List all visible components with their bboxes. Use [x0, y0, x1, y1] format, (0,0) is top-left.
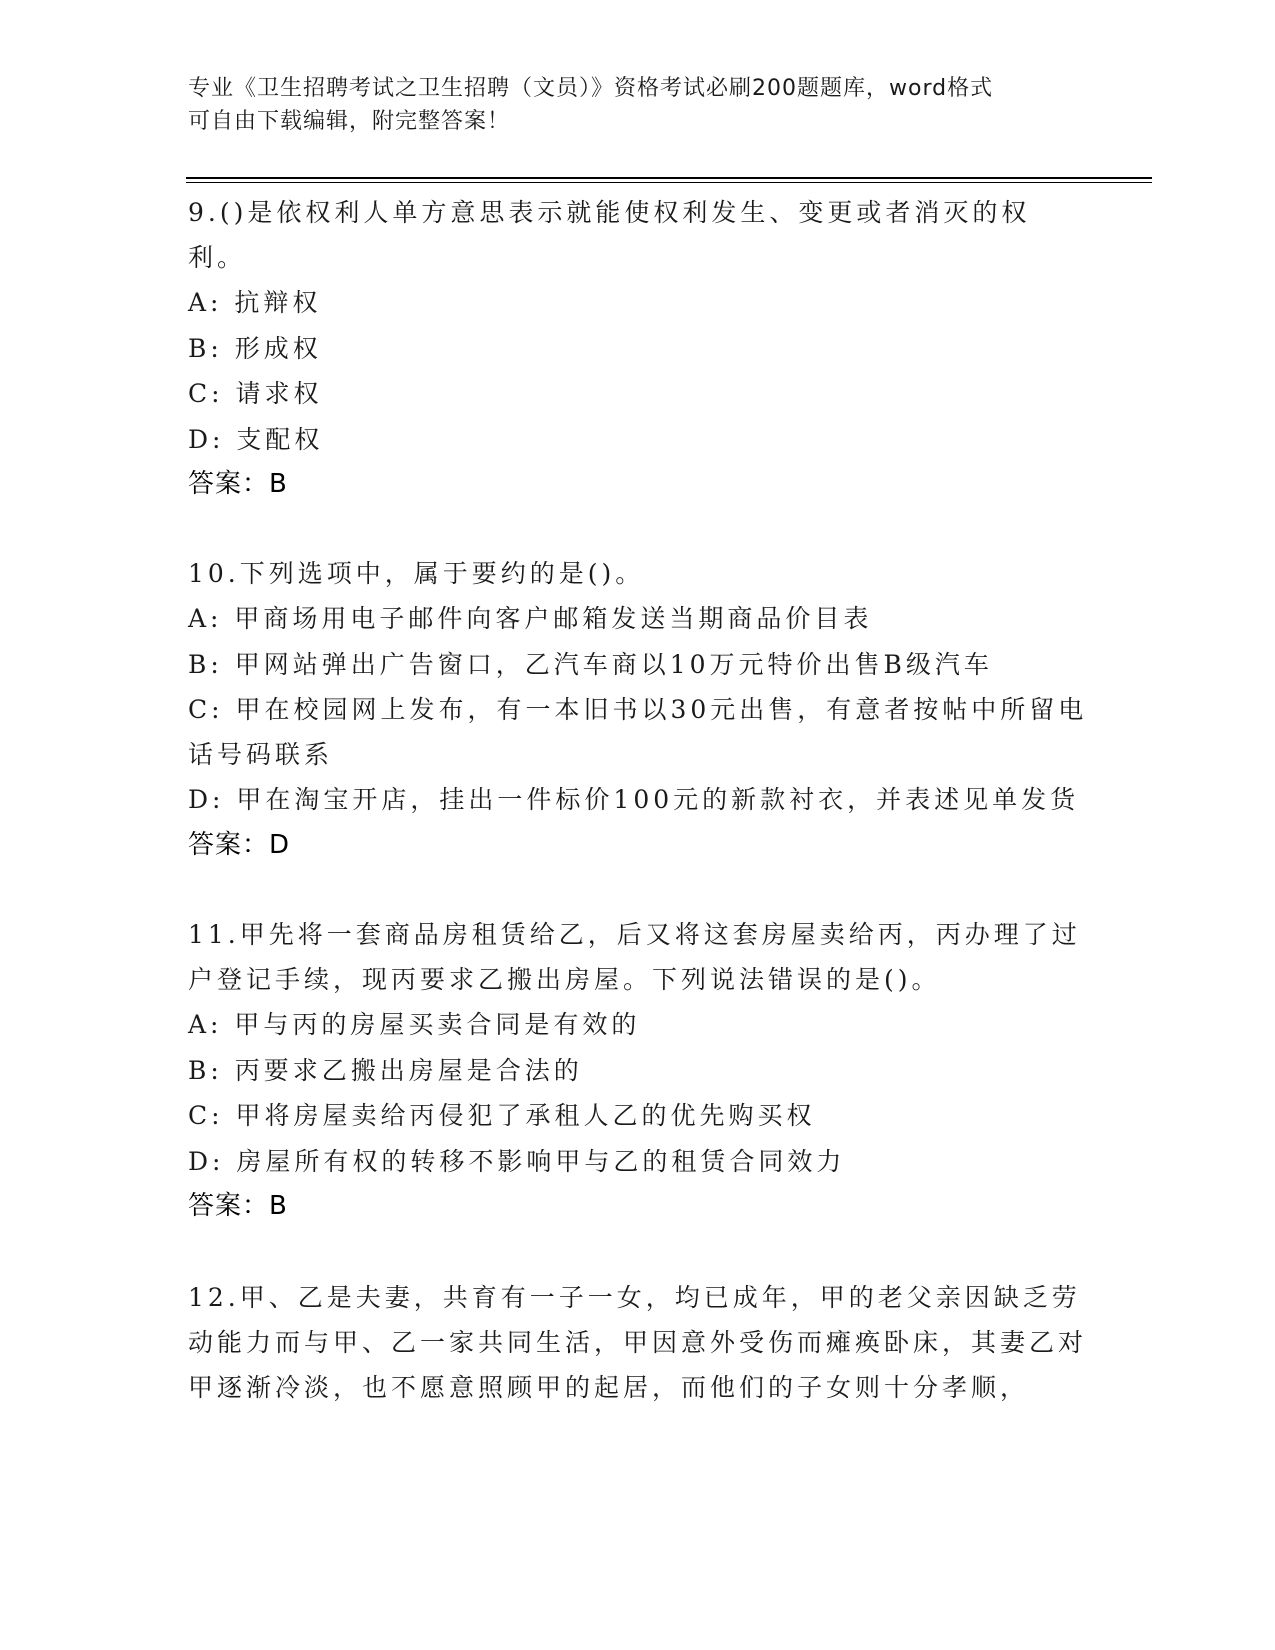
- header-line-2: 可自由下载编辑，附完整答案！: [188, 109, 511, 134]
- option-c: C: 甲在校园网上发布，有一本旧书以30元出售，有意者按帖中所留电话号码联系: [188, 695, 1088, 769]
- option-a: A: 甲与丙的房屋买卖合同是有效的: [188, 1010, 641, 1039]
- question-stem: 12.甲、乙是夫妻，共育有一子一女，均已成年，甲的老父亲因缺乏劳动能力而与甲、乙一家共同生活，甲因意外受伤而瘫痪卧床，其妻乙对甲逐渐冷淡，也不愿意照顾甲的起居，而他们的子女则十分孝顺，: [188, 1283, 1088, 1402]
- question-11: [188, 912, 1088, 1229]
- option-b: B: 丙要求乙搬出房屋是合法的: [188, 1055, 583, 1085]
- document-header: [188, 72, 1068, 138]
- option-b: B: 甲网站弹出广告窗口，乙汽车商以10万元特价出售B级汽车: [188, 649, 993, 679]
- header-divider-thick: [186, 177, 1152, 179]
- question-stem: 10.下列选项中，属于要约的是()。: [188, 559, 645, 588]
- question-10: [188, 551, 1088, 868]
- option-d: D: 房屋所有权的转移不影响甲与乙的租赁合同效力: [188, 1146, 846, 1176]
- option-d: D: 甲在淘宝开店，挂出一件标价100元的新款衬衣，并表述见单发货: [188, 785, 1080, 814]
- question-stem: 11.甲先将一套商品房租赁给乙，后又将这套房屋卖给丙，丙办理了过户登记手续，现丙要求乙搬出房屋。下列说法错误的是()。: [188, 920, 1081, 994]
- header-divider-thin: [186, 182, 1152, 183]
- question-9: [188, 190, 1088, 507]
- header-line-1: 专业《卫生招聘考试之卫生招聘（文员）》资格考试必刷200题题库，word格式: [188, 76, 994, 101]
- option-b: B: 形成权: [188, 333, 322, 363]
- option-c: C: 甲将房屋卖给丙侵犯了承租人乙的优先购买权: [188, 1101, 816, 1130]
- option-c: C: 请求权: [188, 379, 323, 408]
- answer-line: 答案：B: [188, 469, 288, 499]
- question-stem: 9.()是依权利人单方意思表示就能使权利发生、变更或者消灭的权利。: [188, 198, 1031, 272]
- option-d: D: 支配权: [188, 424, 324, 454]
- answer-line: 答案：B: [188, 1191, 288, 1221]
- answer-line: 答案：D: [188, 829, 291, 860]
- option-a: A: 甲商场用电子邮件向客户邮箱发送当期商品价目表: [188, 604, 873, 633]
- option-a: A: 抗辩权: [188, 288, 322, 317]
- question-12: [188, 1275, 1088, 1410]
